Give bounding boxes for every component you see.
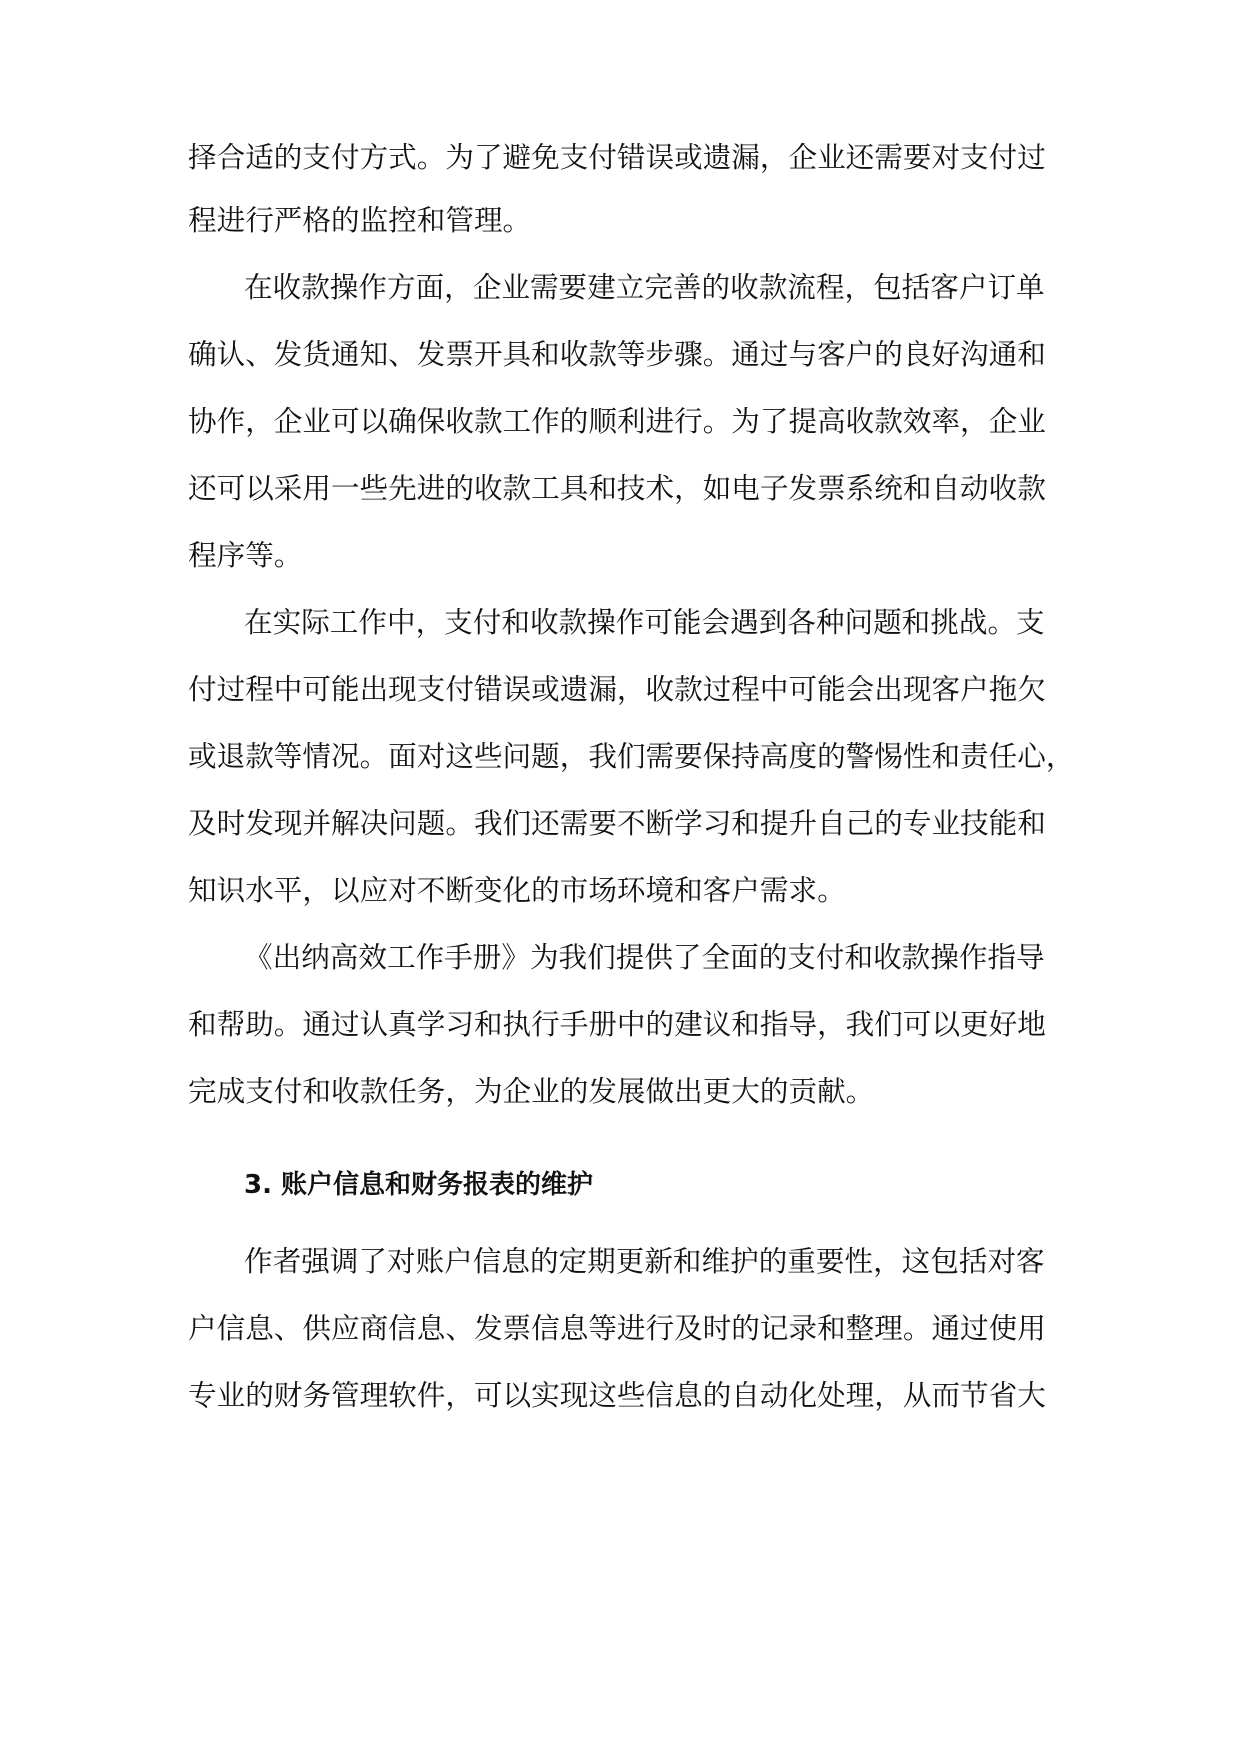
- paragraph-line: 择合适的支付方式。为了避免支付错误或遗漏，企业还需要对支付过: [188, 140, 1046, 174]
- paragraph-line: 程序等。: [188, 538, 303, 572]
- paragraph-line: 程进行严格的监控和管理。: [188, 203, 532, 237]
- paragraph-line: 或退款等情况。面对这些问题，我们需要保持高度的警惕性和责任心，: [188, 739, 1075, 773]
- paragraph-line: 知识水平，以应对不断变化的市场环境和客户需求。: [188, 873, 846, 907]
- paragraph-line: 户信息、供应商信息、发票信息等进行及时的记录和整理。通过使用: [188, 1311, 1046, 1345]
- paragraph-line: 还可以采用一些先进的收款工具和技术，如电子发票系统和自动收款: [188, 471, 1046, 505]
- paragraph-line: 确认、发货通知、发票开具和收款等步骤。通过与客户的良好沟通和: [188, 337, 1046, 371]
- section-heading: 3. 账户信息和财务报表的维护: [244, 1170, 594, 1200]
- paragraph-line: 完成支付和收款任务，为企业的发展做出更大的贡献。: [188, 1074, 875, 1108]
- paragraph-line: 及时发现并解决问题。我们还需要不断学习和提升自己的专业技能和: [188, 806, 1046, 840]
- paragraph-line: 专业的财务管理软件，可以实现这些信息的自动化处理，从而节省大: [188, 1378, 1046, 1412]
- paragraph-line: 协作，企业可以确保收款工作的顺利进行。为了提高收款效率，企业: [188, 404, 1046, 438]
- paragraph-line: 在收款操作方面，企业需要建立完善的收款流程，包括客户订单: [244, 270, 1045, 304]
- paragraph-line: 在实际工作中，支付和收款操作可能会遇到各种问题和挑战。支: [244, 605, 1045, 639]
- paragraph-line: 和帮助。通过认真学习和执行手册中的建议和指导，我们可以更好地: [188, 1007, 1046, 1041]
- paragraph-line: 作者强调了对账户信息的定期更新和维护的重要性，这包括对客: [244, 1244, 1045, 1278]
- paragraph-line: 付过程中可能出现支付错误或遗漏，收款过程中可能会出现客户拖欠: [188, 672, 1046, 706]
- paragraph-line: 《出纳高效工作手册》为我们提供了全面的支付和收款操作指导: [244, 940, 1045, 974]
- document-page: [188, 0, 1075, 1754]
